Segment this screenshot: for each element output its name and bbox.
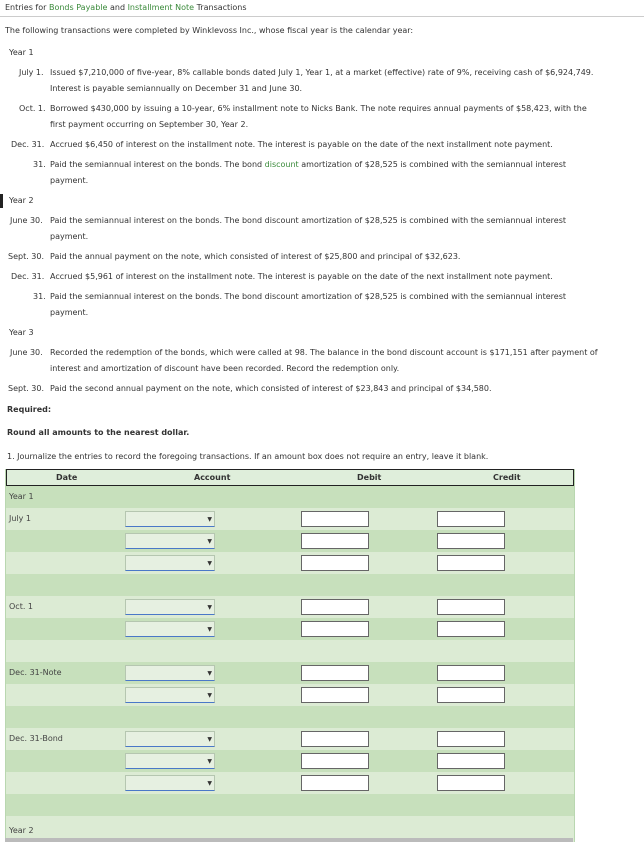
dropdown-caret-icon: ▼ — [207, 670, 212, 677]
table-row — [6, 508, 574, 530]
dropdown-caret-icon: ▼ — [207, 692, 212, 699]
row-date-label: Oct. 1 — [9, 602, 34, 611]
tx-date: Dec. 31. — [11, 272, 45, 281]
tx-text: Paid the semiannual interest on the bonds. The bond discount amortization of $28,525 is combined with the semiannual interest — [50, 216, 567, 225]
credit-input[interactable] — [437, 775, 505, 791]
tx-text: first payment occurring on September 30, Year 2. — [50, 120, 249, 129]
debit-input[interactable] — [301, 599, 369, 615]
row-date-label: Year 2 — [9, 826, 34, 835]
scrollbar-track[interactable] — [5, 838, 573, 842]
credit-input[interactable] — [437, 665, 505, 681]
year-heading: Year 2 — [9, 196, 34, 205]
table-row — [6, 640, 574, 662]
table-row — [6, 706, 574, 728]
dropdown-caret-icon: ▼ — [207, 604, 212, 611]
dropdown-caret-icon: ▼ — [207, 736, 212, 743]
credit-input[interactable] — [437, 621, 505, 637]
intro-text: The following transactions were completed by Winklevoss Inc., whose fiscal year is the calendar year: — [5, 26, 414, 35]
table-row — [6, 618, 574, 640]
header-account: Account — [194, 473, 231, 482]
tx-text: interest and amortization of discount have been recorded. Record the redemption only. — [50, 364, 400, 373]
credit-input[interactable] — [437, 533, 505, 549]
tx-date: Dec. 31. — [11, 140, 45, 149]
row-date-label: Dec. 31-Note — [9, 668, 62, 677]
tx-text: payment. — [50, 176, 89, 185]
table-row — [6, 530, 574, 552]
account-select[interactable] — [125, 511, 215, 527]
credit-input[interactable] — [437, 687, 505, 703]
table-row — [6, 574, 574, 596]
debit-input[interactable] — [301, 511, 369, 527]
tx-text: Accrued $5,961 of interest on the installment note. The interest is payable on the date of the next installment note payment. — [50, 272, 553, 281]
table-row — [6, 750, 574, 772]
tx-text: payment. — [50, 308, 89, 317]
header-credit: Credit — [493, 473, 521, 482]
question-1: 1. Journalize the entries to record the foregoing transactions. If an amount box does not require an entry, leave it blank. — [7, 452, 489, 461]
account-select[interactable] — [125, 665, 215, 681]
debit-input[interactable] — [301, 775, 369, 791]
header-debit: Debit — [357, 473, 382, 482]
table-header — [6, 469, 574, 486]
tx-date: Oct. 1. — [19, 104, 46, 113]
header-date: Date — [56, 473, 78, 482]
table-row — [6, 684, 574, 706]
tx-text: Accrued $6,450 of interest on the installment note. The interest is payable on the date of the next installment note payment. — [50, 140, 553, 149]
tx-date: June 30. — [10, 216, 43, 225]
tx-text: Paid the semiannual interest on the bonds. The bond discount amortization of $28,525 is combined with the semiannual interest — [50, 160, 567, 169]
dropdown-caret-icon: ▼ — [207, 626, 212, 633]
bonds-payable-link[interactable]: Bonds Payable — [48, 3, 108, 12]
page-title: Entries for Bonds Payable and Installment Note Transactions — [5, 3, 247, 12]
table-row — [6, 662, 574, 684]
account-select[interactable] — [125, 533, 215, 549]
debit-input[interactable] — [301, 753, 369, 769]
credit-input[interactable] — [437, 555, 505, 571]
debit-input[interactable] — [301, 533, 369, 549]
discount-link[interactable]: discount — [264, 160, 299, 169]
debit-input[interactable] — [301, 621, 369, 637]
credit-input[interactable] — [437, 753, 505, 769]
table-row — [6, 772, 574, 794]
account-select[interactable] — [125, 621, 215, 637]
tx-text: Paid the semiannual interest on the bonds. The bond discount amortization of $28,525 is combined with the semiannual interest — [50, 292, 567, 301]
tx-text: Paid the annual payment on the note, which consisted of interest of $25,800 and principal of $32,623. — [50, 252, 461, 261]
table-row — [6, 728, 574, 750]
table-row — [6, 552, 574, 574]
dropdown-caret-icon: ▼ — [207, 780, 212, 787]
row-date-label: Year 1 — [9, 492, 34, 501]
dropdown-caret-icon: ▼ — [207, 758, 212, 765]
divider — [0, 16, 644, 17]
dropdown-caret-icon: ▼ — [207, 516, 212, 523]
debit-input[interactable] — [301, 665, 369, 681]
row-date-label: Dec. 31-Bond — [9, 734, 63, 743]
tx-text: Recorded the redemption of the bonds, which were called at 98. The balance in the bond discount account is $171,151 after payment of — [50, 348, 598, 357]
dropdown-caret-icon: ▼ — [207, 560, 212, 567]
debit-input[interactable] — [301, 555, 369, 571]
year-heading: Year 1 — [9, 48, 34, 57]
tx-date: 31. — [33, 160, 46, 169]
credit-input[interactable] — [437, 731, 505, 747]
table-row — [6, 794, 574, 816]
account-select[interactable] — [125, 731, 215, 747]
journal-table — [5, 469, 575, 842]
debit-input[interactable] — [301, 687, 369, 703]
debit-input[interactable] — [301, 731, 369, 747]
tx-text: Borrowed $430,000 by issuing a 10-year, 6% installment note to Nicks Bank. The note requires annual payments of $58,423, with the — [50, 104, 587, 113]
rounding-instruction: Round all amounts to the nearest dollar. — [7, 428, 190, 437]
tx-date: July 1. — [19, 68, 44, 77]
tx-text: Interest is payable semiannually on December 31 and June 30. — [50, 84, 303, 93]
account-select[interactable] — [125, 687, 215, 703]
account-select[interactable] — [125, 753, 215, 769]
credit-input[interactable] — [437, 511, 505, 527]
tx-date: 31. — [33, 292, 46, 301]
account-select[interactable] — [125, 775, 215, 791]
credit-input[interactable] — [437, 599, 505, 615]
tx-text: Paid the second annual payment on the note, which consisted of interest of $23,843 and principal of $34,580. — [50, 384, 492, 393]
tx-date: Sept. 30. — [8, 252, 45, 261]
tx-text: Issued $7,210,000 of five-year, 8% callable bonds dated July 1, Year 1, at a market (effective) rate of 9%, receiving cash of $6,924,749. — [50, 68, 594, 77]
tx-date: June 30. — [10, 348, 43, 357]
table-row — [6, 486, 574, 508]
dropdown-caret-icon: ▼ — [207, 538, 212, 545]
account-select[interactable] — [125, 599, 215, 615]
tx-date: Sept. 30. — [8, 384, 45, 393]
required-heading: Required: — [7, 405, 52, 414]
tx-text: payment. — [50, 232, 89, 241]
year-heading: Year 3 — [9, 328, 34, 337]
table-row — [6, 596, 574, 618]
installment-note-link[interactable]: Installment Note — [127, 3, 195, 12]
row-date-label: July 1 — [9, 514, 32, 523]
account-select[interactable] — [125, 555, 215, 571]
position-marker — [0, 194, 3, 208]
